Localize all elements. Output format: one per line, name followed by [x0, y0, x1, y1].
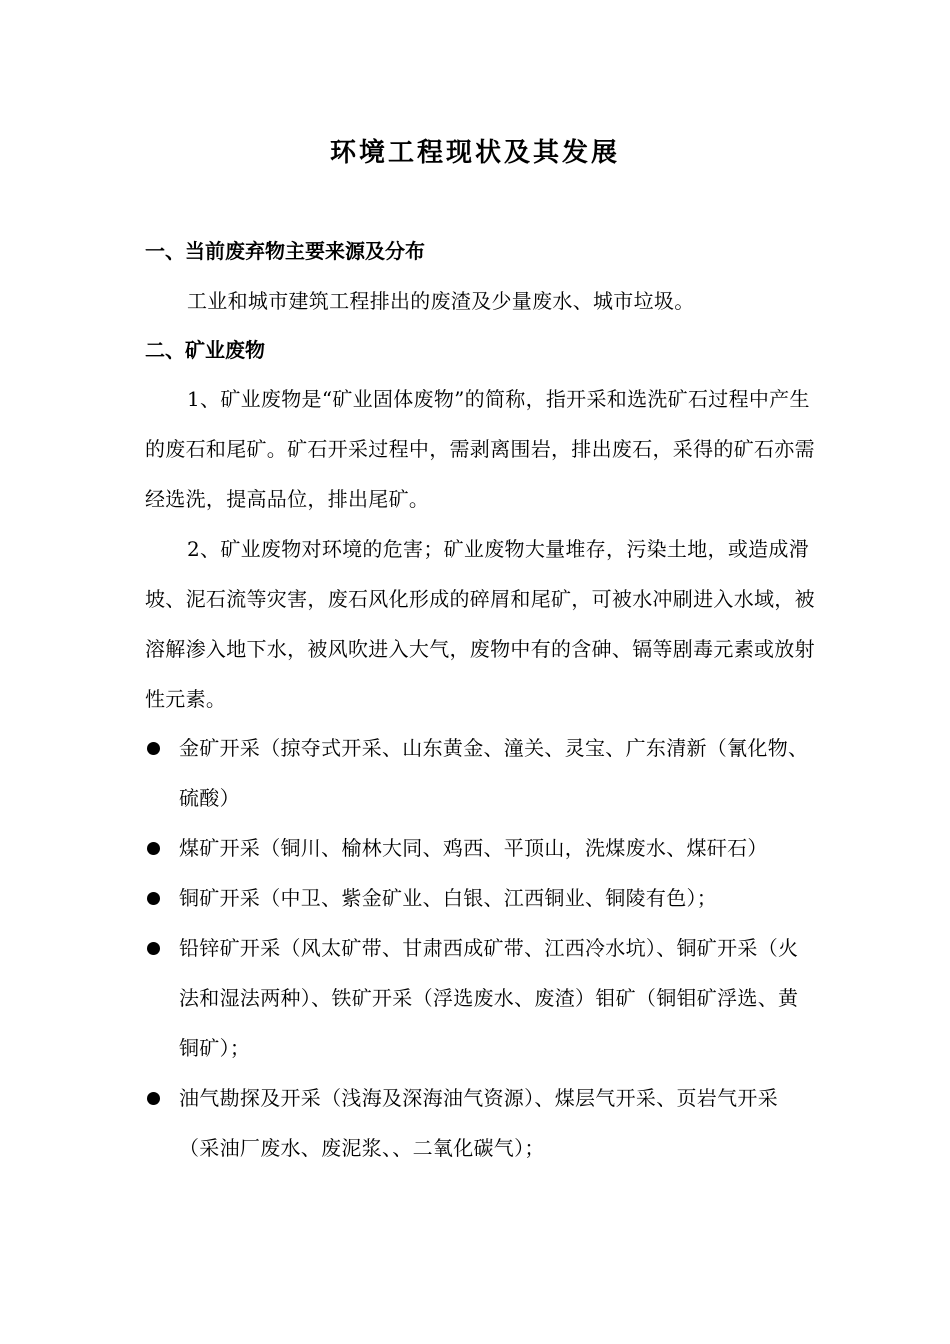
paragraph-mining-waste-hazards: 2、矿业废物对环境的危害；矿业废物大量堆存，污染土地，或造成滑坡、泥石流等灾害，废石风化形成的碎屑和尾矿，可被水冲刷进入水域，被溶解渗入地下水，被风吹进入大气，废物中有的含砷、镉等剧毒元素或放射性元素。 [145, 537, 815, 711]
list-item [145, 823, 815, 873]
mining-activity-list [145, 723, 815, 1173]
section-heading-mining-waste: 二、矿业废物 [145, 338, 265, 362]
bullet-icon [147, 942, 160, 955]
bullet-icon [147, 842, 160, 855]
document-title: 环境工程现状及其发展 [329, 138, 620, 168]
list-item [145, 723, 815, 823]
paragraph-mining-waste-definition: 1、矿业废物是“矿业固体废物”的简称，指开采和选洗矿石过程中产生的废石和尾矿。矿石开采过程中，需剥离围岩，排出废石，采得的矿石亦需经选洗，提高品位，排出尾矿。 [145, 387, 815, 511]
list-item [145, 873, 815, 923]
paragraph-sources: 工业和城市建筑工程排出的废渣及少量废水、城市垃圾。 [187, 289, 695, 313]
bullet-icon [147, 892, 160, 905]
list-item-text: 煤矿开采（铜川、榆林大同、鸡西、平顶山，洗煤废水、煤矸石） [179, 836, 768, 860]
list-item-text: 金矿开采（掠夺式开采、山东黄金、潼关、灵宝、广东清新（氰化物、硫酸） [179, 736, 809, 810]
section-heading-sources: 一、当前废弃物主要来源及分布 [145, 239, 425, 263]
list-item [145, 1073, 815, 1173]
list-item-text: 油气勘探及开采（浅海及深海油气资源）、煤层气开采、页岩气开采（采油厂废水、废泥浆、、二氧化碳气）； [179, 1086, 778, 1160]
list-item-text: 铜矿开采（中卫、紫金矿业、白银、江西铜业、铜陵有色）； [179, 886, 718, 910]
list-item [145, 923, 815, 1073]
list-item-text: 铅锌矿开采（风太矿带、甘肃西成矿带、江西冷水坑）、铜矿开采（火法和湿法两种）、铁矿开采（浮选废水、废渣）钼矿（铜钼矿浮选、黄铜矿）； [179, 936, 799, 1060]
bullet-icon [147, 742, 160, 755]
bullet-icon [147, 1092, 160, 1105]
